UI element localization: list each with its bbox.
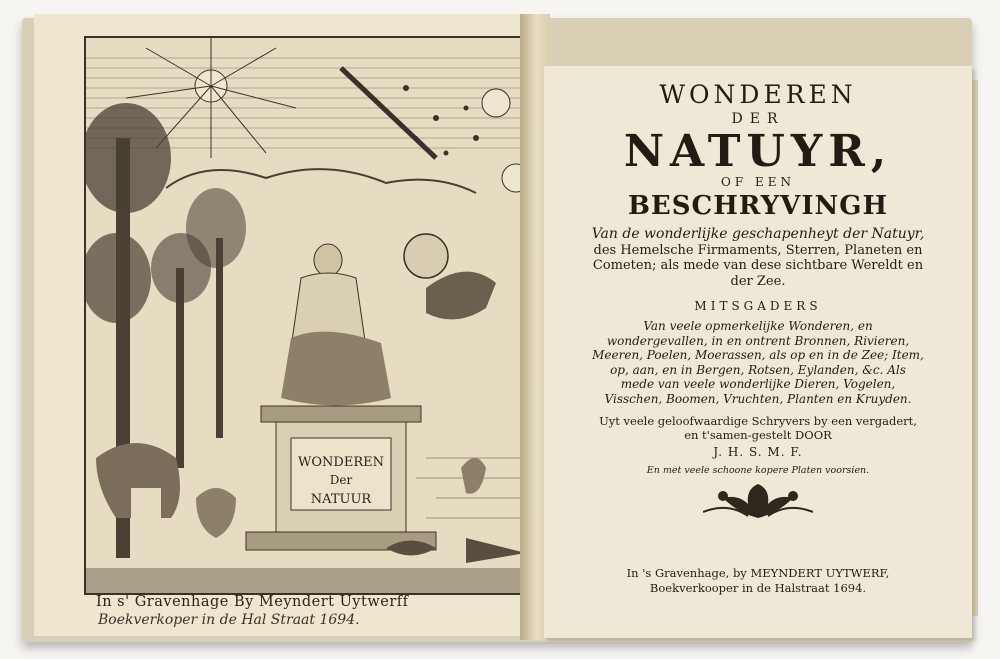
source-line1: Uyt veele geloofwaardige Schryvers by een vergadert, (599, 414, 917, 428)
title-line4: OF EEN (721, 175, 795, 189)
crocodile-icon (466, 538, 526, 563)
contents-list: Van veele opmerkelijke Wonderen, en wondergevallen, in en ontrent Bronnen, Rivieren, Meeren, Poelen, Moerassen, als op en in de Zee; Item, op, aan, en in Bergen, Rotsen, Eylanden, &c. Als mede van veele wonderlijke Dieren, Vogelen, Visschen, Boomen, Vruchten, Planten en Kruyden. (592, 319, 924, 406)
dragon-icon (426, 272, 496, 320)
open-book (22, 14, 980, 642)
publisher-imprint (544, 566, 972, 596)
description (580, 227, 936, 289)
mermaid-icon (461, 458, 486, 494)
handwritten-inscription: Boekverkoper in de Hal Straat 1694. (98, 612, 360, 628)
frontispiece-plate (84, 36, 528, 595)
pedestal-line3: NATUUR (310, 492, 372, 507)
moon-icon (482, 89, 510, 117)
frontispiece-engraving (86, 38, 526, 593)
author-initials: J. H. S. M. F. (713, 445, 803, 459)
left-page (34, 14, 529, 636)
stars-icon (403, 85, 479, 156)
description-rest: des Hemelsche Firmaments, Sterren, Planeten en Cometen; als mede van dese sichtbare Wereldt en der Zee. (592, 242, 924, 289)
source-line2: en t'samen-gestelt DOOR (684, 428, 832, 442)
imprint-line1: In 's Gravenhage, by MEYNDERT UYTWERF, (626, 566, 890, 580)
description-lead: Van de wonderlijke geschapenheyt der Natuyr, (591, 226, 925, 242)
triton-figure (196, 488, 236, 538)
plate-imprint: In s' Gravenhage By Meyndert Uytwerff (96, 594, 409, 610)
title-block (544, 80, 972, 520)
pedestal-line2: Der (329, 473, 353, 487)
pedestal-line1: WONDEREN (298, 455, 384, 470)
floral-ornament-icon (703, 482, 813, 520)
mitsgaders-heading: MITSGADERS (694, 299, 822, 313)
seated-figure (281, 244, 391, 406)
title-line2: DER (731, 111, 785, 127)
title-page (544, 66, 972, 638)
title-line1: WONDEREN (659, 80, 857, 109)
plates-note: En met veele schoone kopere Platen voorsien. (646, 465, 870, 476)
imprint-line2: Boekverkooper in de Halstraat 1694. (649, 581, 867, 595)
comet-icon (341, 68, 436, 158)
plate-caption (84, 594, 528, 628)
elephant-icon (96, 443, 180, 518)
title-line5: BESCHRYVINGH (627, 191, 889, 221)
title-line3: NATUYR, (623, 126, 893, 177)
globe-icon (404, 234, 448, 278)
